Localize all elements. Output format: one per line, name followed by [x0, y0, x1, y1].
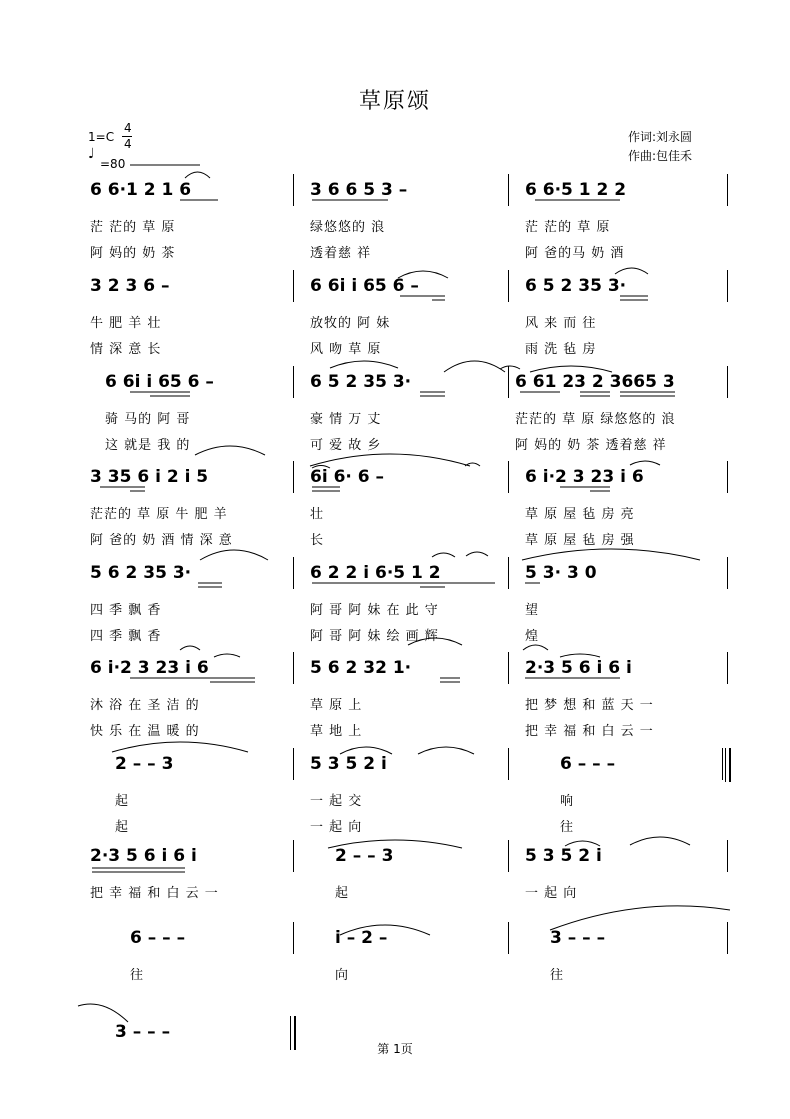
slur [500, 366, 520, 369]
measure-notes: 5 6 2 35 3· [90, 563, 192, 583]
slur [432, 553, 455, 557]
measure-notes: 6 6i i 65 6 – [310, 276, 419, 296]
slur [340, 747, 392, 754]
lyric-verse-2: 透着慈 祥 [310, 246, 372, 261]
time-signature-bottom: 4 [124, 137, 132, 151]
lyric-verse-1: 茫 茫的 草 原 [525, 220, 611, 235]
lyric-verse-1: 把 幸 福 和 白 云 一 [90, 886, 219, 901]
lyric-verse-2: 阿 爸的马 奶 酒 [525, 246, 625, 261]
lyric-verse-1: 壮 [310, 507, 325, 522]
slur [630, 837, 690, 845]
lyric-verse-1: 阿 哥 阿 妹 在 此 守 [310, 603, 439, 618]
lyric-verse-1: 把 梦 想 和 蓝 天 一 [525, 698, 654, 713]
measure-notes: i – 2 – [335, 928, 388, 948]
lyric-verse-1: 往 [130, 968, 145, 983]
slur [200, 550, 268, 560]
lyric-verse-1: 一 起 向 [525, 886, 578, 901]
slur [185, 172, 210, 178]
lyric-verse-2: 情 深 意 长 [90, 342, 162, 357]
lyric-verse-1: 豪 情 万 丈 [310, 412, 382, 427]
lyric-verse-1: 草 原 屋 毡 房 亮 [525, 507, 635, 522]
composer-credit: 作曲:包佳禾 [628, 149, 693, 163]
lyric-verse-2: 这 就是 我 的 [105, 438, 191, 453]
measure-notes: 2 – – 3 [335, 846, 394, 866]
lyric-verse-2: 快 乐 在 温 暖 的 [90, 724, 200, 739]
page-number: 第 1页 [377, 1042, 413, 1056]
measure-notes: 6 – – – [560, 754, 616, 774]
lyric-verse-2: 阿 妈的 奶 茶 [90, 246, 176, 261]
measure-notes: 6 5 2 35 3· [525, 276, 627, 296]
measure-notes: 3 2 3 6 – [90, 276, 170, 296]
slur [523, 645, 548, 650]
measure-notes: 2·3 5 6 i 6 i [90, 846, 197, 866]
lyric-verse-2: 四 季 飘 香 [90, 629, 162, 644]
lyric-verse-1: 望 [525, 603, 540, 618]
lyric-verse-1: 草 原 上 [310, 698, 363, 713]
slur [328, 840, 462, 848]
slur [615, 268, 648, 274]
measure-notes: 3 – – – [115, 1022, 171, 1042]
time-signature-top: 4 [124, 121, 132, 135]
lyric-verse-1: 向 [335, 968, 350, 983]
measure-notes: 6 i·2 3 23 i 6 [90, 658, 209, 678]
measure-notes: 6 61 23 2 3665 3 [515, 372, 675, 392]
lyric-verse-2: 一 起 向 [310, 820, 363, 835]
lyric-verse-1: 茫茫的 草 原 牛 肥 羊 [90, 507, 228, 522]
measure-notes: 5 6 2 32 1· [310, 658, 412, 678]
slur [408, 638, 462, 645]
slur [340, 925, 430, 935]
measure-notes: 2·3 5 6 i 6 i [525, 658, 632, 678]
lyric-verse-1: 茫茫的 草 原 绿悠悠的 浪 [515, 412, 676, 427]
measure-notes: 5 3 5 2 i [310, 754, 387, 774]
song-title: 草原颂 [358, 89, 431, 114]
slur [330, 361, 398, 368]
slur [195, 446, 265, 455]
measure-notes: 2 – – 3 [115, 754, 174, 774]
lyric-verse-1: 茫 茫的 草 原 [90, 220, 176, 235]
slur [630, 461, 660, 465]
measure-notes: 6 5 2 35 3· [310, 372, 412, 392]
measure-notes: 6 6·5 1 2 2 [525, 180, 627, 200]
measure-notes: 5 3· 3 0 [525, 563, 597, 583]
lyric-verse-2: 阿 哥 阿 妹 绘 画 辉 [310, 629, 439, 644]
key-signature: 1=C [88, 130, 115, 144]
lyric-verse-1: 一 起 交 [310, 794, 363, 809]
slur [560, 654, 600, 657]
lyric-verse-2: 煌 [525, 629, 540, 644]
lyric-verse-1: 牛 肥 羊 壮 [90, 316, 162, 331]
lyric-verse-2: 起 [115, 820, 130, 835]
measure-notes: 5 3 5 2 i [525, 846, 602, 866]
slur [565, 841, 600, 846]
lyric-verse-2: 往 [560, 820, 575, 835]
lyric-verse-2: 长 [310, 533, 325, 548]
lyric-verse-2: 阿 爸的 奶 酒 情 深 意 [90, 533, 233, 548]
quarter-note-icon: ♩ [88, 146, 95, 162]
slur [522, 549, 700, 560]
lyric-verse-1: 风 来 而 往 [525, 316, 597, 331]
measure-notes: 3 6 6 5 3 – [310, 180, 408, 200]
slur [112, 742, 248, 752]
lyric-verse-2: 草 原 屋 毡 房 强 [525, 533, 635, 548]
measure-notes: 6 i·2 3 23 i 6 [525, 467, 644, 487]
lyric-verse-1: 放牧的 阿 妹 [310, 316, 391, 331]
slur [78, 1004, 128, 1022]
lyric-verse-2: 雨 洗 毡 房 [525, 342, 597, 357]
slur [444, 361, 505, 372]
lyricist-credit: 作词:刘永圆 [628, 130, 693, 144]
slur [180, 646, 200, 650]
slur [312, 466, 330, 469]
slur [310, 454, 470, 466]
slur [214, 654, 240, 657]
measure-notes: 6 2 2 i 6·5 1 2 [310, 563, 441, 583]
measure-notes: 3 – – – [550, 928, 606, 948]
slur [398, 271, 448, 278]
lyric-verse-1: 响 [560, 794, 575, 809]
lyric-verse-1: 起 [335, 886, 350, 901]
lyric-verse-1: 往 [550, 968, 565, 983]
measure-notes: 6 6·1 2 1 6 [90, 180, 192, 200]
measure-notes: 3 35 6 i 2 i 5 [90, 467, 209, 487]
measure-notes: 6i 6· 6 – [310, 467, 385, 487]
lyric-verse-1: 起 [115, 794, 130, 809]
measure-notes: 6 – – – [130, 928, 186, 948]
lyric-verse-2: 风 吻 草 原 [310, 342, 382, 357]
slur [550, 906, 730, 930]
lyric-verse-1: 绿悠悠的 浪 [310, 220, 386, 235]
lyric-verse-2: 可 爱 故 乡 [310, 438, 382, 453]
measure-notes: 6 6i i 65 6 – [105, 372, 214, 392]
lyric-verse-2: 阿 妈的 奶 茶 透着慈 祥 [515, 438, 667, 453]
lyric-verse-2: 草 地 上 [310, 724, 363, 739]
lyric-verse-1: 沐 浴 在 圣 洁 的 [90, 698, 200, 713]
lyric-verse-2: 把 幸 福 和 白 云 一 [525, 724, 654, 739]
slur [530, 366, 612, 372]
slur [418, 747, 474, 754]
lyric-verse-1: 四 季 飘 香 [90, 603, 162, 618]
lyric-verse-1: 骑 马的 阿 哥 [105, 412, 191, 427]
slur [466, 552, 488, 556]
tempo-mark: =80 [100, 157, 126, 171]
